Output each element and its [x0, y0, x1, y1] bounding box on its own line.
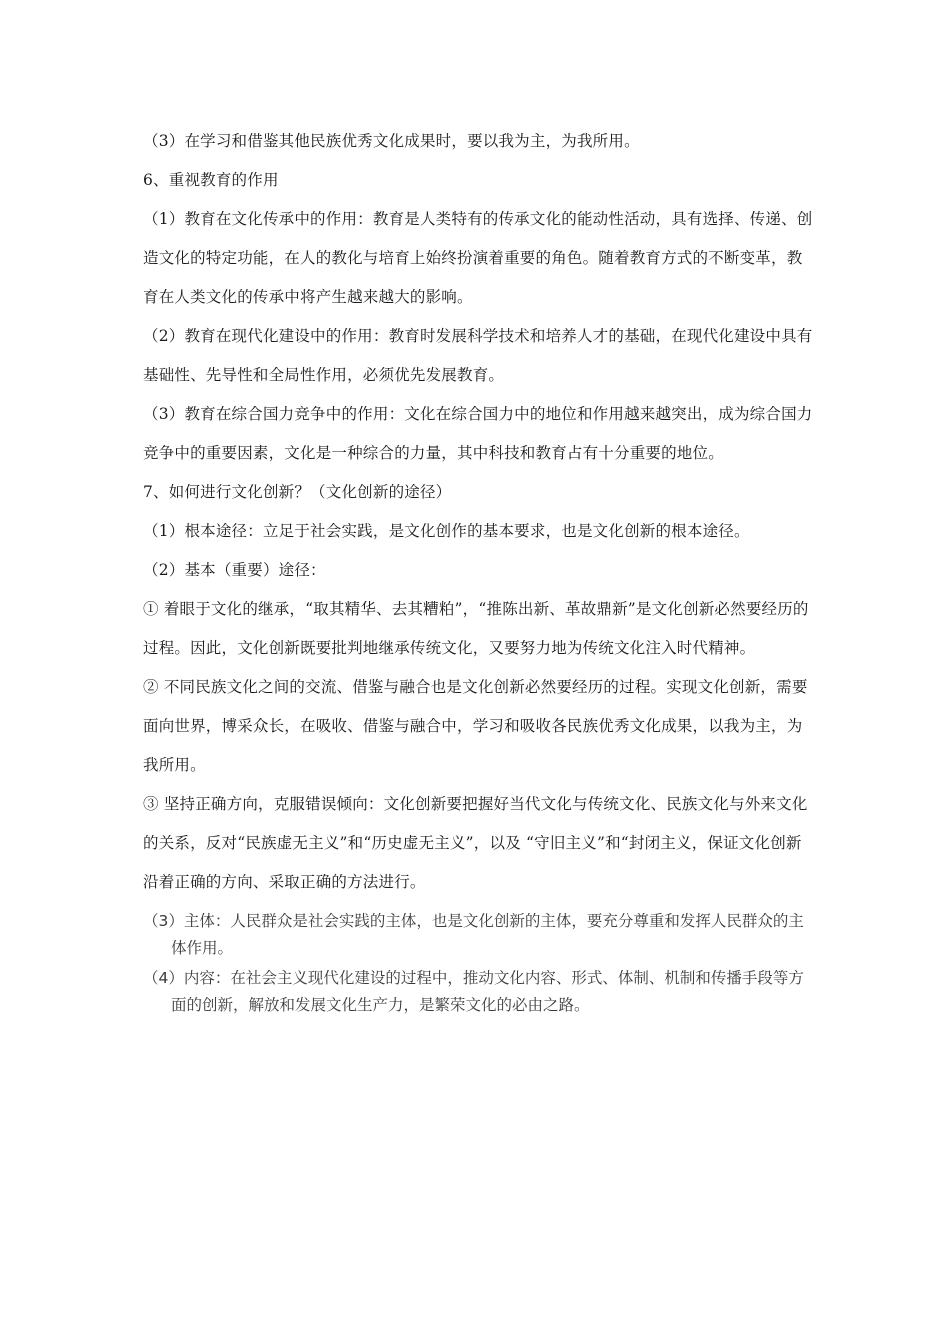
paragraph-circled-2: ② 不同民族文化之间的交流、借鉴与融合也是文化创新必然要经历的过程。实现文化创新，需要面向世界，博采众长，在吸收、借鉴与融合中，学习和吸收各民族优秀文化成果，以我为主，为我所用。: [143, 678, 808, 774]
paragraph-circled-1: ① 着眼于文化的继承，“取其精华、去其糟粕”，“推陈出新、革故鼎新”是文化创新必然要经历的过程。因此，文化创新既要批判地继承传统文化，又要努力地为传统文化注入时代精神。: [143, 600, 809, 657]
document-body: [143, 122, 813, 1022]
paragraph-education-modernization: （2）教育在现代化建设中的作用：教育时发展科学技术和培养人才的基础，在现代化建设中具有基础性、先导性和全局性作用，必须优先发展教育。: [143, 327, 813, 384]
scanned-insert: [143, 908, 813, 1019]
scanned-item-subject: （3）主体：人民群众是社会实践的主体，也是文化创新的主体，要充分尊重和发挥人民群众的主体作用。: [143, 912, 804, 957]
paragraph-point-3-learning: （3）在学习和借鉴其他民族优秀文化成果时，要以我为主，为我所用。: [143, 132, 640, 150]
scanned-item-content: （4）内容：在社会主义现代化建设的过程中，推动文化内容、形式、体制、机制和传播手段等方面的创新，解放和发展文化生产力，是繁荣文化的必由之路。: [143, 969, 804, 1014]
section-heading-6: 6、重视教育的作用: [143, 171, 279, 189]
paragraph-fundamental-path: （1）根本途径：立足于社会实践，是文化创作的基本要求，也是文化创新的根本途径。: [143, 522, 750, 540]
paragraph-education-inheritance: （1）教育在文化传承中的作用：教育是人类特有的传承文化的能动性活动，具有选择、传递、创造文化的特定功能，在人的教化与培育上始终扮演着重要的角色。随着教育方式的不断变革，教育在人类文化的传承中将产生越来越大的影响。: [143, 210, 813, 306]
section-heading-7: 7、如何进行文化创新？（文化创新的途径）: [143, 483, 452, 501]
paragraph-basic-path: （2）基本（重要）途径：: [143, 561, 326, 579]
paragraph-education-national-power: （3）教育在综合国力竞争中的作用：文化在综合国力中的地位和作用越来越突出，成为综合国力竞争中的重要因素，文化是一种综合的力量，其中科技和教育占有十分重要的地位。: [143, 405, 813, 462]
paragraph-circled-3: ③ 坚持正确方向，克服错误倾向：文化创新要把握好当代文化与传统文化、民族文化与外来文化的关系，反对“民族虚无主义”和“历史虚无主义”，以及 “守旧主义”和“封闭主义，保证文化创新沿着正确的方向、采取正确的方法进行。: [143, 795, 808, 891]
